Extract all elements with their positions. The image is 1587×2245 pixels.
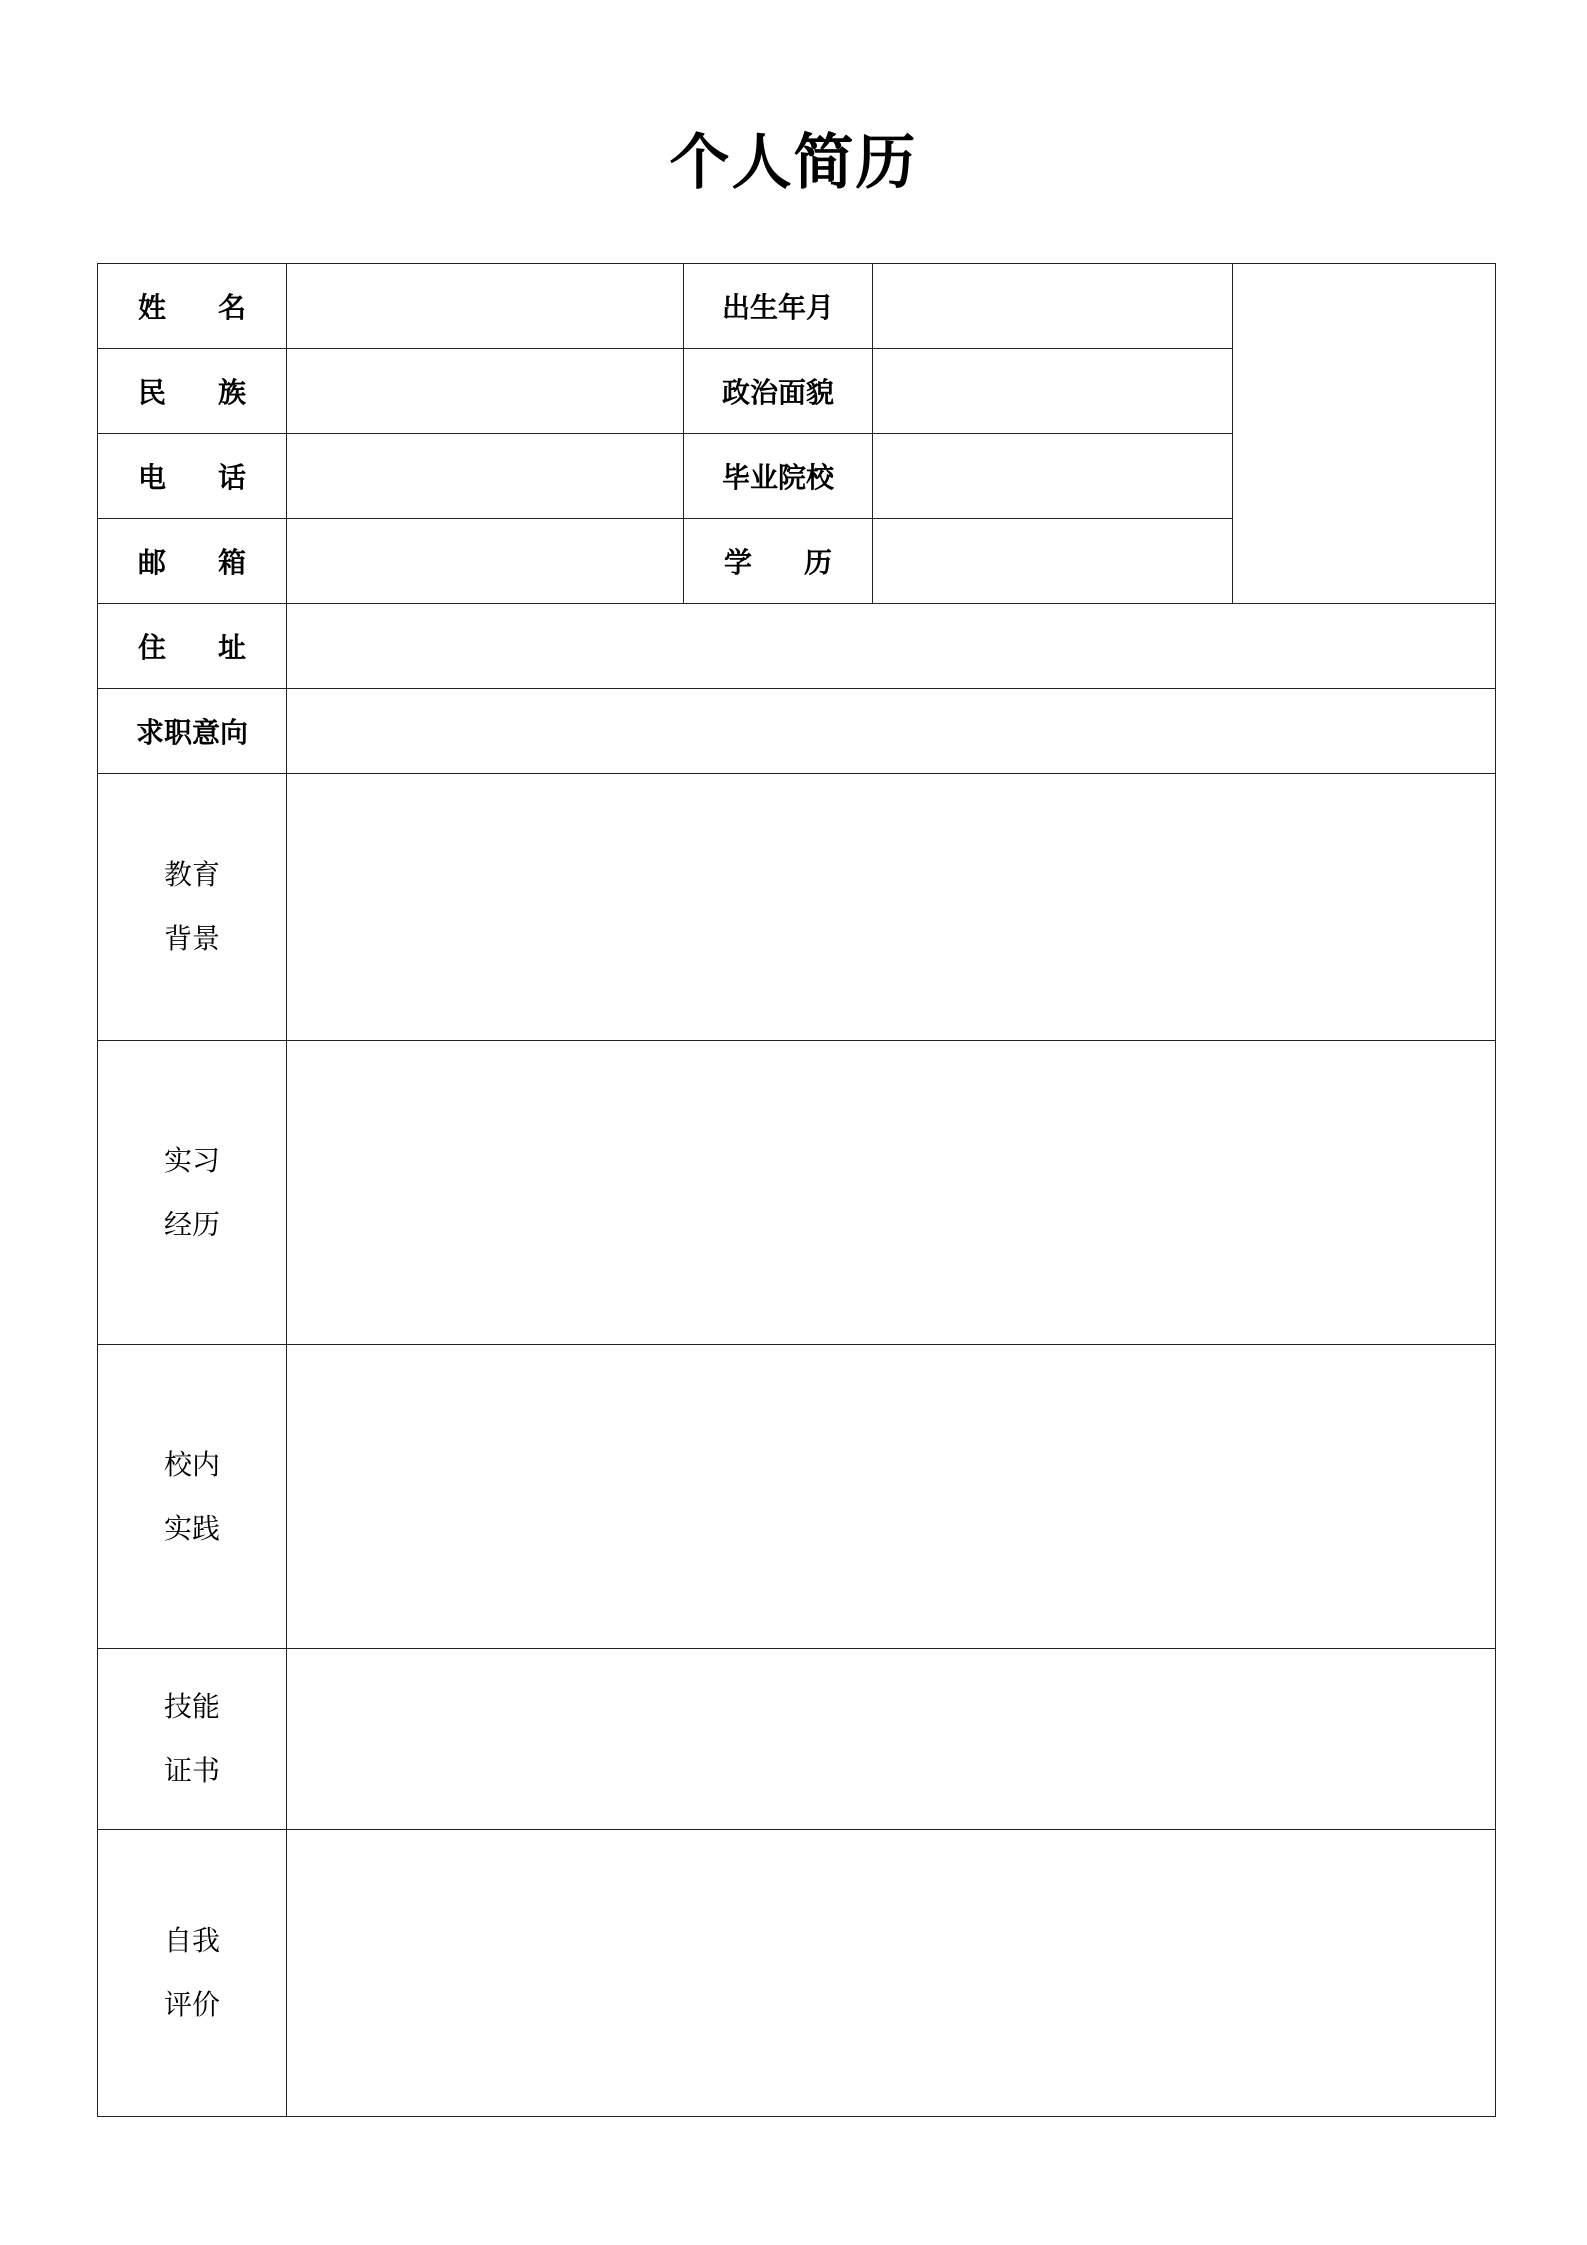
resume-table xyxy=(97,263,1496,2117)
section-internship xyxy=(98,1041,1496,1345)
internship-label: 实习 经历 xyxy=(98,1041,287,1345)
school-label: 毕业院校 xyxy=(684,434,873,519)
address-label: 住 址 xyxy=(98,604,287,689)
section-education xyxy=(98,774,1496,1041)
ethnic-label: 民 族 xyxy=(98,349,287,434)
self-evaluation-field[interactable] xyxy=(287,1830,1496,2117)
name-label: 姓 名 xyxy=(98,264,287,349)
degree-field[interactable] xyxy=(873,519,1233,604)
political-field[interactable] xyxy=(873,349,1233,434)
phone-field[interactable] xyxy=(287,434,684,519)
photo-area[interactable] xyxy=(1233,264,1496,604)
section-campus xyxy=(98,1345,1496,1649)
self-evaluation-label: 自我 评价 xyxy=(98,1830,287,2117)
birth-field[interactable] xyxy=(873,264,1233,349)
skills-field[interactable] xyxy=(287,1649,1496,1830)
row-name xyxy=(98,264,1496,349)
school-field[interactable] xyxy=(873,434,1233,519)
skills-label: 技能 证书 xyxy=(98,1649,287,1830)
intent-label: 求职意向 xyxy=(98,689,287,774)
row-intent xyxy=(98,689,1496,774)
campus-field[interactable] xyxy=(287,1345,1496,1649)
row-address xyxy=(98,604,1496,689)
email-label: 邮 箱 xyxy=(98,519,287,604)
political-label: 政治面貌 xyxy=(684,349,873,434)
campus-label: 校内 实践 xyxy=(98,1345,287,1649)
address-field[interactable] xyxy=(287,604,1496,689)
intent-field[interactable] xyxy=(287,689,1496,774)
section-skills xyxy=(98,1649,1496,1830)
ethnic-field[interactable] xyxy=(287,349,684,434)
birth-label: 出生年月 xyxy=(684,264,873,349)
phone-label: 电 话 xyxy=(98,434,287,519)
page-title: 个人简历 xyxy=(669,128,918,198)
section-self-evaluation xyxy=(98,1830,1496,2117)
email-field[interactable] xyxy=(287,519,684,604)
education-label: 教育 背景 xyxy=(98,774,287,1041)
name-field[interactable] xyxy=(287,264,684,349)
education-field[interactable] xyxy=(287,774,1496,1041)
internship-field[interactable] xyxy=(287,1041,1496,1345)
degree-label: 学 历 xyxy=(684,519,873,604)
